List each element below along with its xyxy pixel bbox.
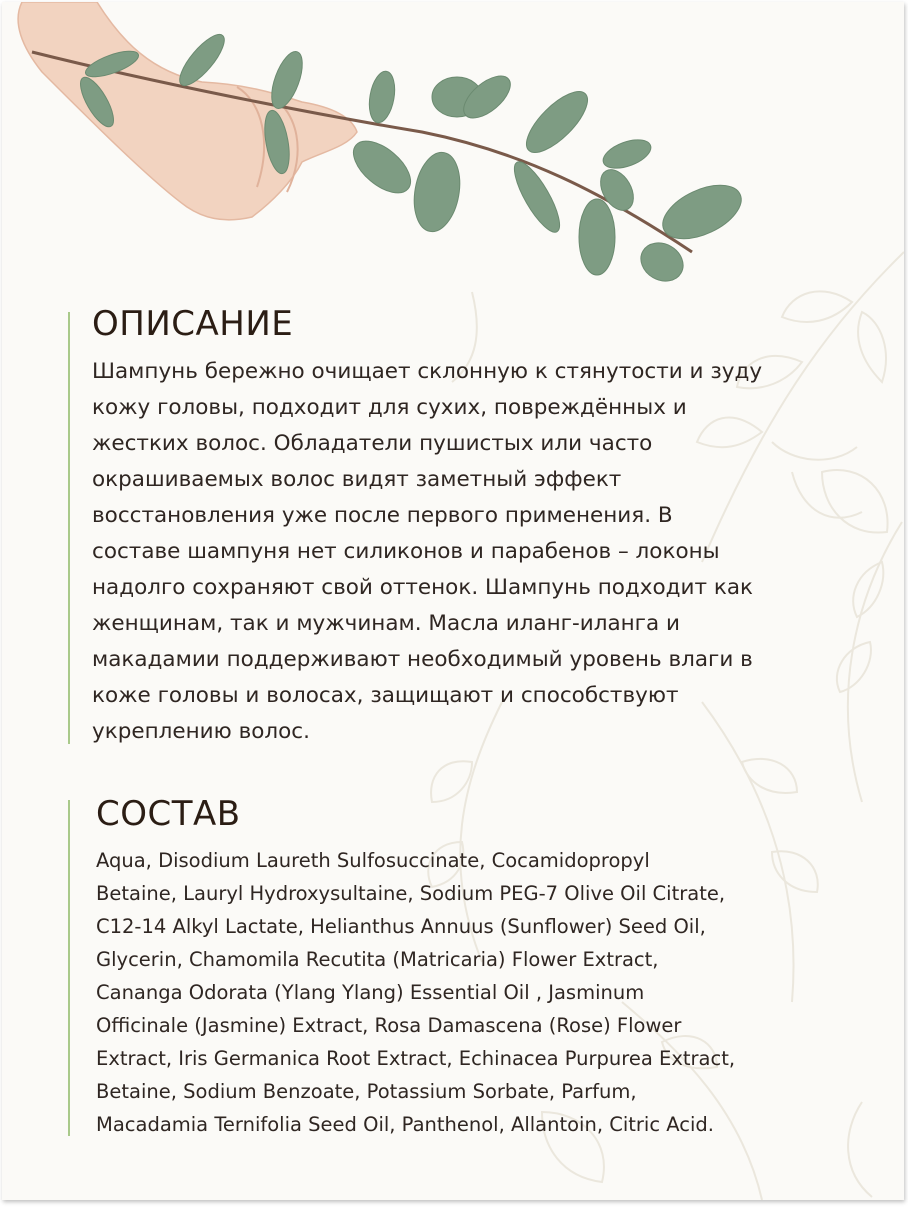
description-text bbox=[92, 354, 762, 750]
description-line: кожу головы, подходит для сухих, повреждённых и bbox=[92, 395, 687, 420]
description-line: макадамии поддерживают необходимый уровень влаги в bbox=[92, 647, 753, 672]
product-info-card bbox=[2, 2, 904, 1200]
description-line: восстановления уже после первого применения. В bbox=[92, 503, 673, 528]
description-line: окрашиваемых волос видят заметный эффект bbox=[92, 467, 622, 492]
composition-line: Betaine, Lauryl Hydroxysultaine, Sodium PEG-7 Olive Oil Citrate, bbox=[96, 882, 726, 905]
description-line: надолго сохраняют свой оттенок. Шампунь подходит как bbox=[92, 575, 754, 600]
description-line: составе шампуня нет силиконов и парабенов – локоны bbox=[92, 539, 720, 564]
description-line: жестких волос. Обладатели пушистых или часто bbox=[92, 431, 653, 456]
composition-line: Aqua, Disodium Laureth Sulfosuccinate, Cocamidopropyl bbox=[96, 849, 650, 872]
composition-text bbox=[96, 844, 735, 1141]
description-heading: ОПИСАНИЕ bbox=[92, 304, 294, 344]
description-line: укреплению волос. bbox=[92, 719, 310, 744]
composition-line: Officinale (Jasmine) Extract, Rosa Damascena (Rose) Flower bbox=[96, 1014, 682, 1037]
description-line: Шампунь бережно очищает склонную к стянутости и зуду bbox=[92, 359, 763, 384]
composition-accent-bar bbox=[68, 800, 70, 1136]
composition-line: Macadamia Ternifolia Seed Oil, Panthenol, Allantoin, Citric Acid. bbox=[96, 1113, 714, 1136]
description-accent-bar bbox=[68, 312, 70, 744]
composition-heading: СОСТАВ bbox=[96, 794, 241, 834]
description-line: женщинам, так и мужчинам. Масла иланг-иланга и bbox=[92, 611, 680, 636]
composition-line: Glycerin, Chamomila Recutita (Matricaria) Flower Extract, bbox=[96, 948, 659, 971]
eucalyptus-branch-illustration bbox=[2, 2, 762, 302]
description-line: коже головы и волосах, защищают и способствуют bbox=[92, 683, 679, 708]
composition-line: Cananga Odorata (Ylang Ylang) Essential Oil , Jasminum bbox=[96, 981, 645, 1004]
composition-line: Betaine, Sodium Benzoate, Potassium Sorbate, Parfum, bbox=[96, 1080, 637, 1103]
composition-line: C12-14 Alkyl Lactate, Helianthus Annuus (Sunflower) Seed Oil, bbox=[96, 915, 706, 938]
composition-line: Extract, Iris Germanica Root Extract, Echinacea Purpurea Extract, bbox=[96, 1047, 736, 1070]
